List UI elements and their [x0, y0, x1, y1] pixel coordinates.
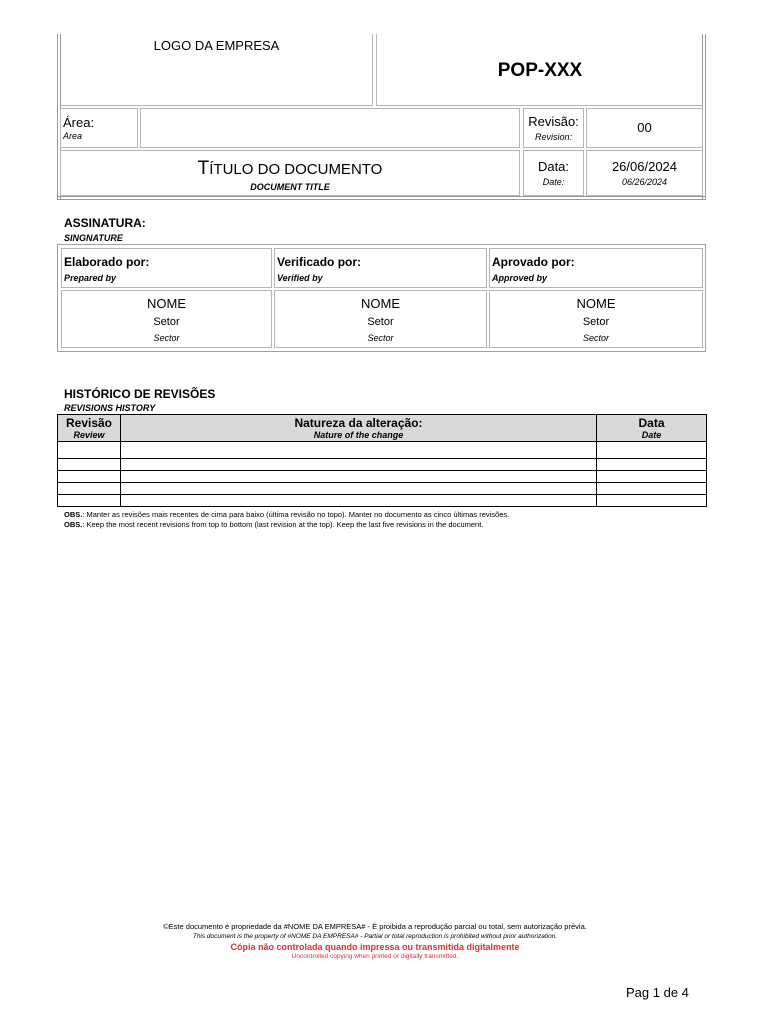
signature-verified-header — [274, 248, 487, 288]
revision-cell[interactable] — [58, 495, 121, 507]
logo-placeholder: LOGO DA EMPRESA — [153, 38, 280, 53]
date-value-sub: 06/26/2024 — [621, 177, 668, 187]
signature-heading-sub: SINGNATURE — [64, 233, 123, 243]
obs-label: OBS. — [64, 510, 83, 519]
signature-approved-cell[interactable] — [489, 290, 703, 348]
date-cell[interactable] — [597, 459, 707, 471]
header-bottom-edge — [57, 196, 706, 200]
revision-cell[interactable] — [58, 471, 121, 483]
date-cell[interactable] — [597, 442, 707, 459]
signature-table — [57, 244, 706, 352]
revision-cell[interactable] — [58, 442, 121, 459]
signature-verified-sector-sub: Sector — [367, 333, 394, 343]
table-row — [58, 471, 707, 483]
history-heading-sub: REVISIONS HISTORY — [64, 403, 156, 413]
signature-verified-sector: Setor — [367, 316, 394, 328]
signature-prepared-sub: Prepared by — [64, 273, 117, 283]
obs-note-pt — [64, 510, 509, 519]
table-row — [58, 459, 707, 471]
date-cell[interactable] — [597, 495, 707, 507]
signature-verified-cell[interactable] — [274, 290, 487, 348]
footer-uncontrolled-copy: Cópia não controlada quando impressa ou transmitida digitalmente — [230, 942, 520, 952]
document-title-first: T — [197, 158, 210, 179]
col-date-sub: Date — [641, 430, 662, 440]
area-label: Área: — [63, 115, 95, 130]
signature-approved-header — [489, 248, 703, 288]
revision-label-sub: Revision: — [534, 132, 572, 142]
col-date-header — [597, 415, 707, 442]
obs-text-pt: : Manter as revisões mais recentes de cima para baixo (última revisão no topo). Manter no documento as cinco últimas revisões. — [82, 510, 510, 519]
header-right-edge — [705, 34, 706, 200]
doc-code-cell — [377, 34, 703, 106]
col-nature-header — [121, 415, 597, 442]
signature-verified-sub: Verified by — [277, 273, 323, 283]
document-title — [61, 158, 519, 180]
area-value-field[interactable] — [140, 108, 520, 148]
date-cell[interactable] — [597, 483, 707, 495]
table-row — [58, 442, 707, 459]
obs-text-en: : Keep the most recent revisions from top to bottom (last revision at the top). Keep the last five revisions in the document. — [82, 520, 484, 529]
date-cell[interactable] — [597, 471, 707, 483]
signature-prepared-sector-sub: Sector — [153, 333, 180, 343]
signature-approved-name: NOME — [576, 296, 616, 311]
date-value-cell — [586, 150, 703, 196]
signature-approved-sector-sub: Sector — [582, 333, 609, 343]
nature-cell[interactable] — [121, 471, 597, 483]
col-revision-label: Revisão — [65, 416, 113, 430]
revision-cell[interactable] — [58, 483, 121, 495]
signature-prepared-name: NOME — [147, 296, 186, 311]
date-label-sub: Date: — [542, 177, 565, 187]
revision-label: Revisão: — [528, 114, 579, 129]
title-cell — [60, 150, 520, 196]
revision-cell[interactable] — [58, 459, 121, 471]
col-revision-sub: Review — [73, 430, 105, 440]
revision-value: 00 — [637, 120, 652, 135]
nature-cell[interactable] — [121, 459, 597, 471]
footer-uncontrolled-copy-en: Uncontrolled copying when printed or digitally transmitted. — [291, 953, 459, 960]
nature-cell[interactable] — [121, 483, 597, 495]
signature-verified-name: NOME — [361, 296, 400, 311]
nature-cell[interactable] — [121, 442, 597, 459]
signature-approved-label: Aprovado por: — [492, 255, 575, 269]
signature-approved-sector: Setor — [582, 316, 610, 328]
nature-cell[interactable] — [121, 495, 597, 507]
revision-history-table — [57, 414, 707, 507]
document-header — [57, 34, 706, 200]
col-nature-sub: Nature of the change — [313, 430, 404, 440]
signature-approved-sub: Approved by — [492, 273, 548, 283]
signature-prepared-cell[interactable] — [61, 290, 272, 348]
date-value: 26/06/2024 — [611, 159, 678, 174]
signature-prepared-header — [61, 248, 272, 288]
revision-label-cell — [523, 108, 584, 148]
header-left-edge — [57, 34, 58, 200]
area-label-cell — [60, 108, 138, 148]
obs-label: OBS. — [64, 520, 83, 529]
signature-prepared-label: Elaborado por: — [64, 255, 150, 269]
page-number: Pag 1 de 4 — [626, 985, 689, 1000]
col-date-label: Data — [638, 416, 665, 430]
signature-verified-label: Verificado por: — [277, 255, 362, 269]
table-row — [58, 483, 707, 495]
signature-heading: ASSINATURA: — [64, 216, 146, 230]
footer-copyright-en: This document is the property of #NOME DA EMPRESA# - Partial or total reproduction is prohibited without prior authorization. — [192, 933, 558, 940]
footer-copyright: ©Este documento é propriedade da #NOME DA EMPRESA# - É proibida a reprodução parcial ou total, sem autorização prévia. — [163, 922, 587, 931]
revision-history-header-row — [58, 415, 707, 442]
signature-prepared-sector: Setor — [153, 316, 180, 328]
area-label-sub: Area — [63, 131, 83, 141]
date-label-cell — [523, 150, 584, 196]
table-row — [58, 495, 707, 507]
document-title-rest: ÍTULO DO DOCUMENTO — [209, 161, 383, 178]
date-label: Data: — [537, 159, 570, 174]
col-revision-header — [58, 415, 121, 442]
obs-note-en — [64, 520, 483, 529]
doc-code: POP-XXX — [497, 60, 583, 81]
logo-cell — [60, 34, 373, 106]
document-title-sub: DOCUMENT TITLE — [250, 182, 330, 192]
revision-value-cell — [586, 108, 703, 148]
history-heading: HISTÓRICO DE REVISÕES — [64, 387, 216, 401]
col-nature-label: Natureza da alteração: — [294, 416, 423, 430]
